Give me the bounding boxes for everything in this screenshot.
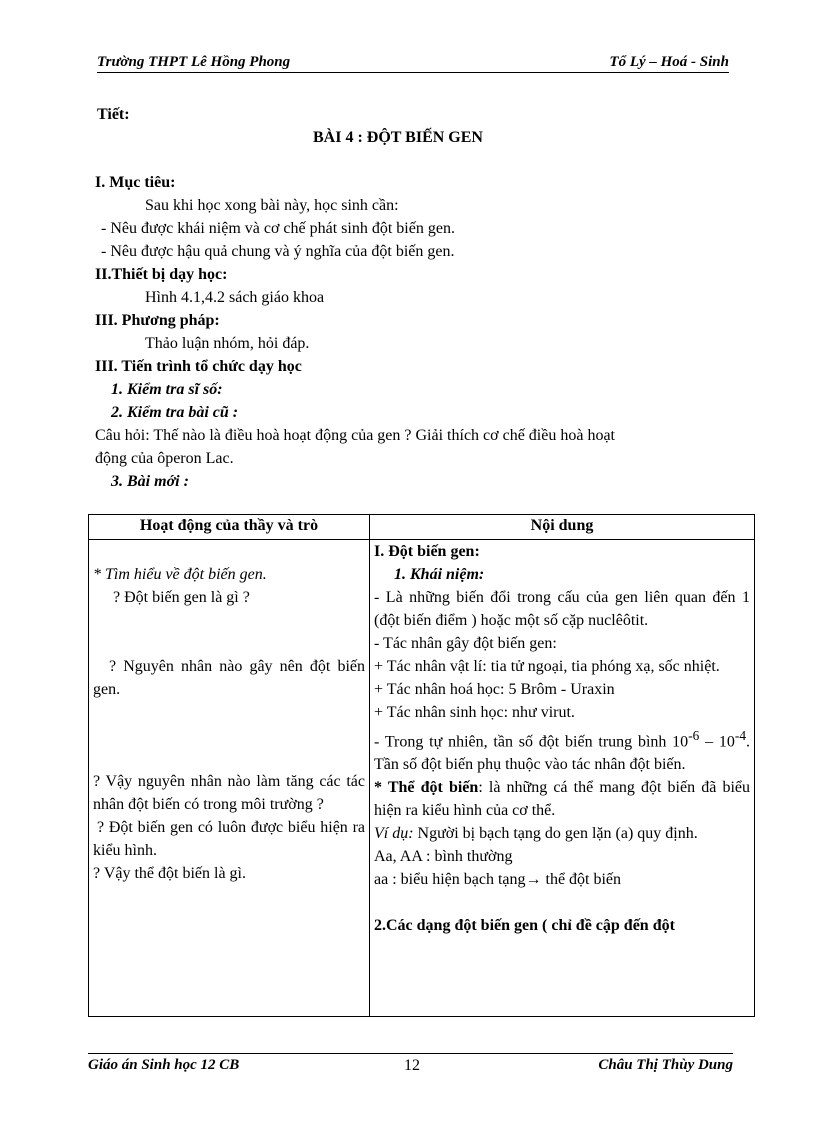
activities-cell	[89, 540, 370, 1017]
equipment-text: Hình 4.1,4.2 sách giáo khoa	[145, 289, 325, 306]
content-paragraph	[374, 724, 750, 776]
equipment-heading: II.Thiết bị dạy học:	[95, 266, 228, 283]
content-heading: I. Đột biến gen:	[374, 543, 480, 560]
content-paragraph: aa : biểu hiện bạch tạng→ thể đột biến	[374, 871, 622, 889]
method-heading: III. Phương pháp:	[95, 312, 220, 329]
content-paragraph	[374, 822, 750, 845]
content-paragraph	[374, 776, 750, 822]
objectives-heading: I. Mục tiêu:	[95, 174, 176, 191]
example-label: Ví dụ:	[374, 825, 414, 843]
page-footer	[88, 1053, 733, 1074]
content-paragraph: + Tác nhân sinh học: như virut.	[374, 704, 575, 721]
step-review: 2. Kiểm tra bài cũ :	[111, 404, 239, 421]
activity-question: ? Vậy thể đột biến là gì.	[93, 865, 246, 882]
content-paragraph: + Tác nhân vật lí: tia tử ngoại, tia phóng xạ, sốc nhiệt.	[374, 658, 720, 675]
frequency-text: – 10	[699, 733, 735, 751]
content-paragraph: + Tác nhân hoá học: 5 Brôm - Uraxin	[374, 681, 615, 698]
objectives-intro: Sau khi học xong bài này, học sinh cần:	[145, 197, 399, 214]
activity-topic: * Tìm hiểu về đột biến gen.	[93, 566, 267, 583]
objective-item: - Nêu được khái niệm và cơ chế phát sinh đột biến gen.	[101, 220, 455, 237]
school-name: Trường THPT Lê Hồng Phong	[97, 54, 291, 70]
content-paragraph: - Tác nhân gây đột biến gen:	[374, 635, 557, 652]
activity-question: ? Đột biến gen có luôn được biểu hiện ra kiểu hình.	[93, 819, 365, 859]
method-text: Thảo luận nhóm, hỏi đáp.	[145, 335, 310, 352]
activity-question: ? Vậy nguyên nhân nào làm tăng các tác nhân đột biến có trong môi trường ?	[93, 773, 365, 813]
content-cell	[370, 540, 755, 1017]
page-number: 12	[404, 1057, 420, 1074]
content-heading: 2.Các dạng đột biến gen ( chỉ đề cập đến đột	[374, 917, 675, 935]
activity-question: ? Nguyên nhân nào gây nên đột biến gen.	[93, 658, 365, 698]
column-header-content: Nội dung	[370, 515, 755, 540]
footer-document-name: Giáo án Sinh học 12 CB	[88, 1057, 240, 1073]
activity-question: ? Đột biến gen là gì ?	[113, 589, 250, 606]
frequency-exponent: -4	[734, 728, 746, 743]
frequency-text: - Trong tự nhiên, tần số đột biến trung bình 10	[374, 733, 689, 751]
lesson-title: BÀI 4 : ĐỘT BIẾN GEN	[313, 129, 483, 146]
page-header	[97, 52, 729, 73]
department-name: Tổ Lý – Hoá - Sinh	[609, 54, 729, 70]
step-attendance: 1. Kiểm tra sĩ số:	[111, 381, 223, 398]
review-question-line2: động của ôperon Lac.	[95, 450, 234, 467]
mutant-definition: : là những cá thể mang đột biến đã biểu hiện ra kiểu hình của cơ thể.	[374, 779, 750, 820]
content-paragraph: - Là những biến đổi trong cấu của gen liên quan đến 1 (đột biến điểm ) hoặc một số cặp nuclêôtit.	[374, 589, 750, 629]
lesson-table	[88, 514, 755, 1017]
footer-author: Châu Thị Thùy Dung	[598, 1057, 733, 1073]
step-new-lesson: 3. Bài mới :	[111, 473, 189, 490]
procedure-heading: III. Tiến trình tổ chức dạy học	[95, 358, 302, 375]
frequency-text: . Tần số đột biến phụ thuộc vào tác nhân đột biến.	[374, 733, 750, 774]
review-question-line1: Câu hỏi: Thế nào là điều hoà hoạt động của gen ? Giải thích cơ chế điều hoà hoạt	[95, 427, 615, 444]
content-paragraph: Aa, AA : bình thường	[374, 848, 513, 866]
mutant-term: * Thể đột biến	[374, 779, 479, 797]
example-text: Người bị bạch tạng do gen lặn (a) quy định.	[413, 825, 698, 843]
content-subheading: 1. Khái niệm:	[394, 566, 485, 583]
frequency-exponent: -6	[688, 728, 700, 743]
objective-item: - Nêu được hậu quả chung và ý nghĩa của đột biến gen.	[101, 243, 455, 260]
lesson-label: Tiết:	[97, 106, 130, 123]
column-header-activities: Hoạt động của thầy và trò	[89, 515, 370, 540]
